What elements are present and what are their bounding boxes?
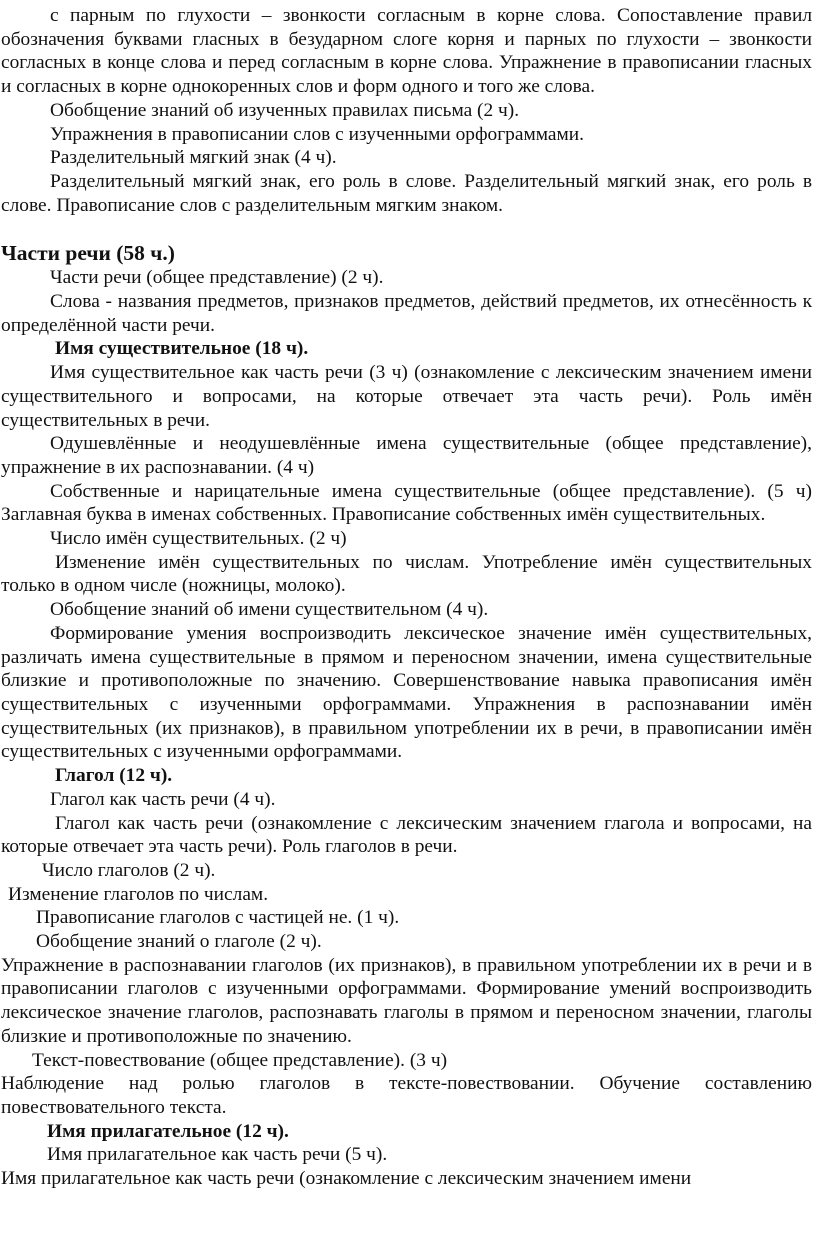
section-heading-parts-of-speech: Части речи (58 ч.) [1,241,175,266]
subheading-adjective: Имя прилагательное (12 ч). [47,1120,289,1142]
paragraph-noun-generalization: Обобщение знаний об имени существительном (4 ч). [50,599,489,621]
paragraph-noun-number: Число имён существительных. (2 ч) [50,528,347,550]
paragraph-noun-number-change: Изменение имён существительных по числам. Употребление имён существительных только в одном числе (ножницы, молоко). [1,551,812,597]
paragraph-soft-sign-role: Разделительный мягкий знак, его роль в слове. Разделительный мягкий знак, его роль в слове. Правописание слов с разделительным мягким знаком. [1,170,812,216]
subheading-noun: Имя существительное (18 ч). [55,338,309,360]
paragraph-generalization-rules: Обобщение знаний об изученных правилах письма (2 ч). [50,99,520,121]
paragraph-adjective-part-of-speech: Имя прилагательное как часть речи (5 ч). [47,1144,388,1166]
paragraph-adjective-lexical: Имя прилагательное как часть речи (ознакомление с лексическим значением имени [1,1168,692,1190]
paragraph-verb-lexical: Глагол как часть речи (ознакомление с лексическим значением глагола и вопросами, на которые отвечает эта часть речи). Роль глаголов в речи. [1,812,812,858]
paragraph-verb-number: Число глаголов (2 ч). [42,859,216,881]
paragraph-soft-sign-topic: Разделительный мягкий знак (4 ч). [50,147,337,169]
paragraph-verb-generalization: Обобщение знаний о глаголе (2 ч). [36,931,322,953]
paragraph-verb-negation: Правописание глаголов с частицей не. (1 ч). [36,907,400,929]
paragraph-orthography-comparison: с парным по глухости – звонкости согласным в корне слова. Сопоставление правил обозначения буквами гласных в безударном слоге корня и парных по глухости – звонкости согласных в конце слова и перед согласным в корне слова. Упражнение в правописании гласных и согласных в корне однокоренных слов и форм одного и того же слова. [1,5,812,98]
paragraph-verb-number-change: Изменение глаголов по числам. [8,883,269,905]
paragraph-narrative-text: Текст-повествование (общее представление). (3 ч) [32,1049,448,1071]
paragraph-word-names: Слова - названия предметов, признаков предметов, действий предметов, их отнесённость к определённой части речи. [1,291,812,336]
paragraph-animate-nouns: Одушевлённые и неодушевлённые имена существительные (общее представление), упражнение в их распознавании. (4 ч) [1,433,812,478]
subheading-verb: Глагол (12 ч). [55,765,173,787]
paragraph-proper-nouns: Собственные и нарицательные имена существительные (общее представление). (5 ч) Заглавная буква в именах собственных. Правописание собственных имён существительных. [1,480,812,526]
paragraph-noun-skills: Формирование умения воспроизводить лексическое значение имён существительных, различать имена существительные в прямом и переносном значении, имена существительные близкие и противоположные по значению. Совершенствование навыка правописания имён существительных с изученными орфограммами. Упражнения в распознавании имён существительных (их признаков), в правильном употреблении их в речи, в правописании имён существительных с изученными орфограммами. [1,622,812,763]
paragraph-verb-part-of-speech: Глагол как часть речи (4 ч). [50,788,276,810]
paragraph-parts-of-speech-general: Части речи (общее представление) (2 ч). [50,267,384,289]
paragraph-narrative-observation: Наблюдение над ролью глаголов в тексте-повествовании. Обучение составлению повествовательного текста. [1,1073,812,1118]
paragraph-verb-exercises: Упражнение в распознавании глаголов (их признаков), в правильном употреблении их в речи и в правописании глаголов с изученными орфограммами. Формирование умений воспроизводить лексическое значение глаголов, распознавать глаголы в прямом и переносном значении, глаголы близкие и противоположные по значению. [1,954,812,1047]
paragraph-noun-part-of-speech: Имя существительное как часть речи (3 ч) (ознакомление с лексическим значением имени существительного и вопросами, на которые отвечает эта часть речи). Роль имён существительных в речи. [1,362,812,431]
paragraph-exercises-orthograms: Упражнения в правописании слов с изученными орфограммами. [50,123,584,145]
